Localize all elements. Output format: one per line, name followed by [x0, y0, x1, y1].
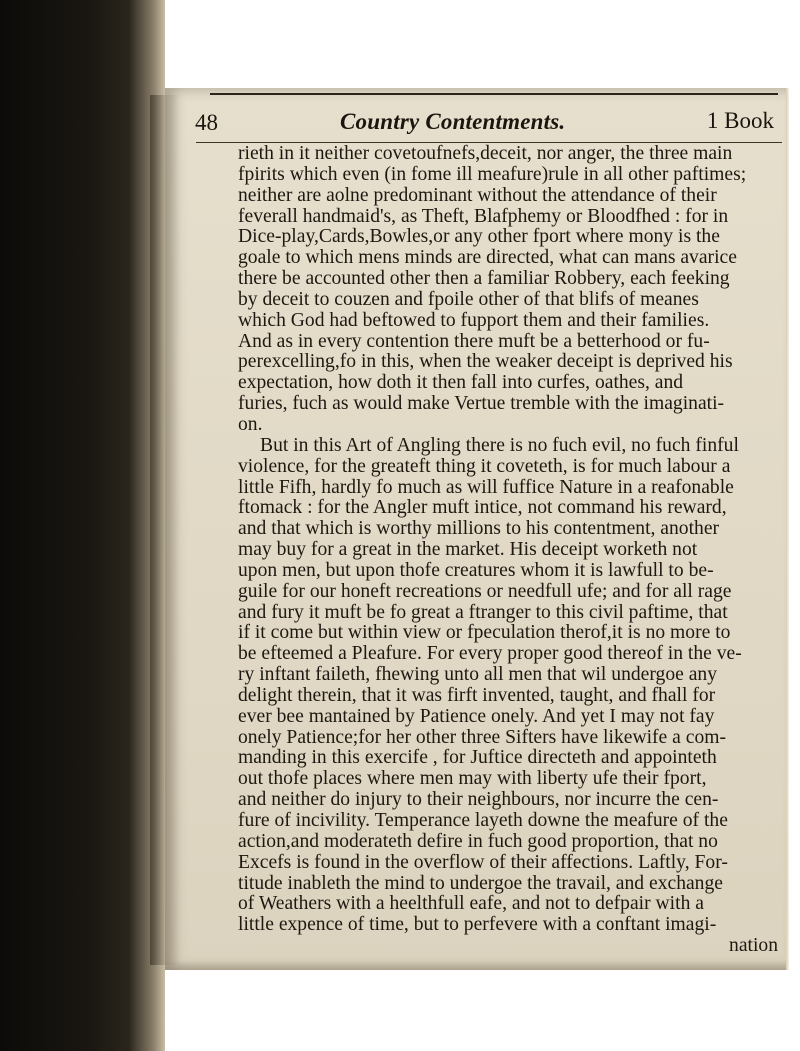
- text-line: ry inftant faileth, fhewing unto all men that wil undergoe any: [238, 664, 718, 686]
- text-line: by deceit to couzen and fpoile other of that blifs of meanes: [238, 288, 699, 310]
- catchword: nation: [729, 935, 778, 957]
- text-line: furies, fuch as would make Vertue tremble with the imaginati-: [238, 393, 725, 415]
- body-text: [238, 144, 792, 957]
- text-line: action,and moderateth defire in fuch good proportion, that no: [238, 830, 718, 852]
- text-line: out thofe places where men may with liberty ufe their fport,: [238, 768, 707, 790]
- book-label: 1 Book: [706, 108, 774, 133]
- text-line: of Weathers with a heelthfull eafe, and not to defpair with a: [238, 893, 704, 915]
- text-line: Dice-play,Cards,Bowles,or any other fport where mony is the: [238, 226, 720, 248]
- running-title: Country Contentments.: [340, 109, 566, 134]
- text-line: ever bee mantained by Patience onely. And yet I may not fay: [238, 705, 715, 727]
- page-number: 48: [195, 110, 218, 135]
- text-line: little Fifh, hardly fo much as will fuffice Nature in a reafonable: [238, 476, 734, 498]
- text-line: may buy for a great in the market. His deceipt worketh not: [238, 539, 698, 561]
- text-line: violence, for the greateft thing it coveteth, is for much labour a: [238, 455, 731, 477]
- text-line: little expence of time, but to perfevere with a conftant imagi-: [238, 914, 717, 936]
- text-line: which God had beftowed to fupport them and their families.: [238, 309, 710, 331]
- gutter-shadow: [150, 95, 180, 965]
- text-line: Excefs is found in the overflow of their affections. Laftly, For-: [238, 851, 728, 873]
- text-line: delight therein, that it was firft invented, taught, and fhall for: [238, 684, 716, 706]
- text-line: upon men, but upon thofe creatures whom it is lawfull to be-: [238, 559, 714, 581]
- leaf-bottom-shadow: [165, 960, 789, 970]
- text-line: on.: [238, 413, 263, 435]
- text-line: manding in this exercife , for Juftice directeth and appointeth: [238, 747, 717, 769]
- text-line: there be accounted other then a familiar Robbery, each feeking: [238, 268, 730, 290]
- text-line: expectation, how doth it then fall into curfes, oathes, and: [238, 372, 684, 394]
- text-line: if it come but within view or fpeculation therof,it is no more to: [238, 622, 731, 644]
- running-head: [192, 96, 782, 140]
- text-line: and that which is worthy millions to his contentment, another: [238, 518, 720, 540]
- text-line: neither are aolne predominant without the attendance of their: [238, 184, 717, 206]
- text-line: goale to which mens minds are directed, what can mans avarice: [238, 247, 737, 269]
- text-line: And as in every contention there muft be a betterhood or fu-: [238, 330, 710, 352]
- text-line: rieth in it neither covetoufnefs,deceit, nor anger, the three main: [238, 143, 733, 164]
- text-line: fpirits which even (in fome ill meafure)rule in all other paftimes;: [238, 163, 747, 185]
- text-line: guile for our honeft recreations or needfull ufe; and for all rage: [238, 580, 732, 602]
- binding-gutter: [0, 0, 165, 1051]
- top-rule: [210, 93, 778, 95]
- text-line: fure of incivility. Temperance layeth downe the meafure of the: [238, 810, 728, 831]
- text-line: titude inableth the mind to undergoe the travail, and exchange: [238, 872, 723, 894]
- text-line: ftomack : for the Angler muft intice, not command his reward,: [238, 497, 727, 519]
- text-line: and neither do injury to their neighbours, nor incurre the cen-: [238, 789, 719, 811]
- text-line: and fury it muft be fo great a ftranger to this civil paftime, that: [238, 601, 728, 623]
- text-line: onely Patience;for her other three Sifters have likewife a com-: [238, 726, 727, 748]
- text-line: be efteemed a Pleafure. For every proper good thereof in the ve-: [238, 643, 742, 665]
- text-line: perexcelling,fo in this, when the weaker deceipt is deprived his: [238, 351, 733, 373]
- paragraph-start-line: But in this Art of Angling there is no fuch evil, no fuch finful: [260, 434, 739, 456]
- text-line: feverall handmaid's, as Theft, Blafphemy or Bloodfhed : for in: [238, 205, 729, 227]
